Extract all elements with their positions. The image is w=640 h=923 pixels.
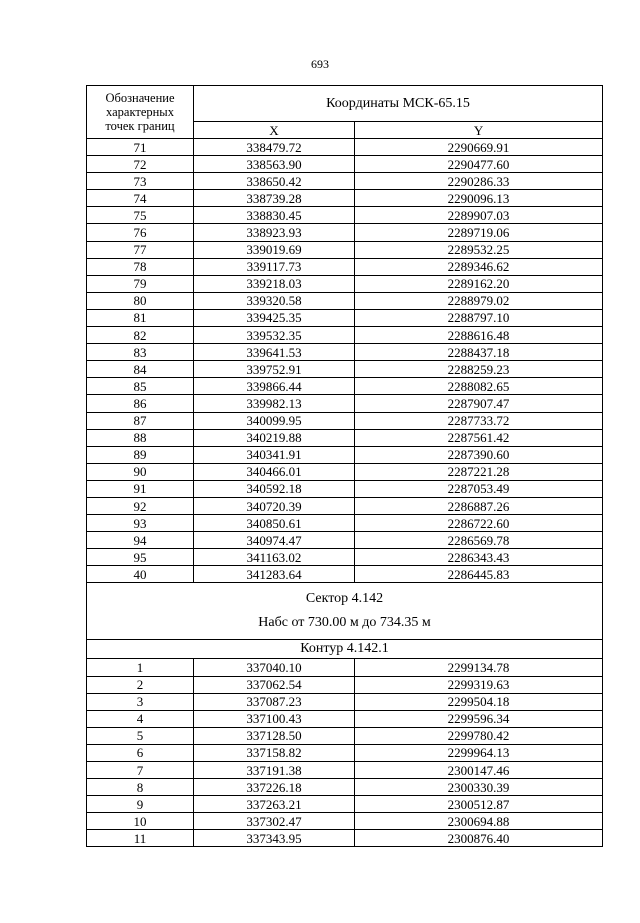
point-number-cell: 95 [87,549,194,566]
x-coordinate-cell: 337128.50 [194,727,355,744]
table-row [87,327,603,344]
y-coordinate-cell: 2288979.02 [355,292,603,309]
y-coordinate-cell: 2290286.33 [355,173,603,190]
point-number-cell: 40 [87,566,194,583]
header-line-2: характерных [106,105,174,119]
y-coordinate-cell: 2299134.78 [355,659,603,676]
y-coordinate-cell: 2299504.18 [355,693,603,710]
contour-title: Контур 4.142.1 [87,640,603,659]
table-row [87,813,603,830]
point-number-cell: 84 [87,361,194,378]
table-row [87,480,603,497]
point-number-cell: 5 [87,727,194,744]
x-coordinate-cell: 339218.03 [194,275,355,292]
point-number-cell: 86 [87,395,194,412]
point-number-cell: 88 [87,429,194,446]
table-row [87,744,603,761]
x-coordinate-cell: 339982.13 [194,395,355,412]
table-row [87,659,603,676]
y-coordinate-cell: 2288616.48 [355,327,603,344]
table-row [87,292,603,309]
x-coordinate-cell: 340219.88 [194,429,355,446]
table-row [87,710,603,727]
point-number-cell: 85 [87,378,194,395]
table-row [87,446,603,463]
header-line-1: Обозначение [105,91,175,105]
y-coordinate-cell: 2300512.87 [355,796,603,813]
x-coordinate-cell: 340341.91 [194,446,355,463]
point-number-cell: 83 [87,344,194,361]
point-number-cell: 73 [87,173,194,190]
table-row [87,497,603,514]
table-row [87,275,603,292]
table-row [87,258,603,275]
page-number: 693 [311,57,329,71]
height-range: Набс от 730.00 м до 734.35 м [258,615,431,631]
x-coordinate-cell: 339425.35 [194,309,355,326]
table-header [87,86,603,139]
table-row [87,566,603,583]
point-number-cell: 80 [87,292,194,309]
y-coordinate-cell: 2289907.03 [355,207,603,224]
x-coordinate-cell: 338739.28 [194,190,355,207]
sector-section [87,583,603,659]
table-row [87,412,603,429]
y-coordinate-cell: 2288437.18 [355,344,603,361]
x-coordinate-cell: 337263.21 [194,796,355,813]
y-coordinate-cell: 2290477.60 [355,156,603,173]
x-coordinate-cell: 339117.73 [194,258,355,275]
x-coordinate-cell: 337040.10 [194,659,355,676]
point-number-cell: 78 [87,258,194,275]
point-number-cell: 89 [87,446,194,463]
y-coordinate-cell: 2289719.06 [355,224,603,241]
table-row [87,309,603,326]
table-row [87,532,603,549]
x-coordinate-cell: 337100.43 [194,710,355,727]
table-row [87,830,603,847]
table-row [87,395,603,412]
table-row [87,796,603,813]
x-coordinate-cell: 340720.39 [194,497,355,514]
table-row [87,463,603,480]
table-row [87,190,603,207]
y-coordinate-cell: 2290096.13 [355,190,603,207]
rows-group-a [87,139,603,583]
point-number-cell: 92 [87,497,194,514]
y-coordinate-cell: 2288259.23 [355,361,603,378]
y-coordinate-cell: 2300876.40 [355,830,603,847]
x-coordinate-cell: 340099.95 [194,412,355,429]
x-coordinate-cell: 338479.72 [194,139,355,156]
x-coordinate-cell: 339320.58 [194,292,355,309]
point-designation-header [87,86,194,139]
table-row [87,156,603,173]
y-coordinate-cell: 2289162.20 [355,275,603,292]
y-coordinate-cell: 2289346.62 [355,258,603,275]
x-coordinate-cell: 340974.47 [194,532,355,549]
table-row [87,779,603,796]
y-coordinate-cell: 2290669.91 [355,139,603,156]
point-number-cell: 87 [87,412,194,429]
y-coordinate-cell: 2300147.46 [355,762,603,779]
y-coordinate-cell: 2287733.72 [355,412,603,429]
x-coordinate-cell: 338650.42 [194,173,355,190]
x-coordinate-cell: 341163.02 [194,549,355,566]
y-coordinate-cell: 2286343.43 [355,549,603,566]
sector-title: Сектор 4.142 [305,591,384,607]
x-coordinate-cell: 337087.23 [194,693,355,710]
y-coordinate-cell: 2287561.42 [355,429,603,446]
coordinates-system-header: Координаты МСК-65.15 [194,86,603,122]
y-coordinate-cell: 2286722.60 [355,515,603,532]
point-number-cell: 75 [87,207,194,224]
table-row [87,241,603,258]
header-line-3: точек границ [105,119,175,133]
x-coordinate-cell: 338563.90 [194,156,355,173]
y-coordinate-cell: 2286445.83 [355,566,603,583]
y-coordinate-cell: 2286887.26 [355,497,603,514]
table-row [87,676,603,693]
y-coordinate-cell: 2286569.78 [355,532,603,549]
x-coordinate-cell: 337191.38 [194,762,355,779]
point-number-cell: 82 [87,327,194,344]
x-coordinate-cell: 340466.01 [194,463,355,480]
table-row [87,173,603,190]
y-coordinate-cell: 2287221.28 [355,463,603,480]
x-coordinate-cell: 338830.45 [194,207,355,224]
x-coordinate-cell: 339019.69 [194,241,355,258]
table-row [87,429,603,446]
rows-group-b [87,659,603,847]
x-coordinate-cell: 337302.47 [194,813,355,830]
table-row [87,378,603,395]
point-number-cell: 90 [87,463,194,480]
point-number-cell: 3 [87,693,194,710]
point-number-cell: 77 [87,241,194,258]
x-coordinate-cell: 339866.44 [194,378,355,395]
x-coordinate-cell: 337158.82 [194,744,355,761]
point-number-cell: 79 [87,275,194,292]
point-number-cell: 9 [87,796,194,813]
table-row [87,224,603,241]
table-row [87,344,603,361]
table-row [87,207,603,224]
point-number-cell: 94 [87,532,194,549]
y-coordinate-cell: 2288797.10 [355,309,603,326]
point-number-cell: 7 [87,762,194,779]
y-coordinate-cell: 2299780.42 [355,727,603,744]
table-row [87,693,603,710]
y-coordinate-cell: 2299319.63 [355,676,603,693]
table-row [87,727,603,744]
x-coordinate-cell: 339752.91 [194,361,355,378]
y-coordinate-cell: 2299596.34 [355,710,603,727]
table-row [87,762,603,779]
point-number-cell: 8 [87,779,194,796]
x-coordinate-cell: 341283.64 [194,566,355,583]
point-number-cell: 71 [87,139,194,156]
y-coordinate-cell: 2287907.47 [355,395,603,412]
table-row [87,139,603,156]
table-row [87,515,603,532]
point-number-cell: 1 [87,659,194,676]
point-number-cell: 4 [87,710,194,727]
table-row [87,549,603,566]
x-coordinate-cell: 337226.18 [194,779,355,796]
x-coordinate-cell: 340592.18 [194,480,355,497]
x-coordinate-cell: 339641.53 [194,344,355,361]
point-number-cell: 72 [87,156,194,173]
x-coordinate-cell: 337062.54 [194,676,355,693]
point-number-cell: 74 [87,190,194,207]
x-column-header: X [194,122,355,139]
point-number-cell: 91 [87,480,194,497]
point-number-cell: 10 [87,813,194,830]
sector-cell [87,583,603,640]
y-coordinate-cell: 2287390.60 [355,446,603,463]
point-number-cell: 2 [87,676,194,693]
y-coordinate-cell: 2300330.39 [355,779,603,796]
y-coordinate-cell: 2289532.25 [355,241,603,258]
y-column-header: Y [355,122,603,139]
x-coordinate-cell: 340850.61 [194,515,355,532]
table-row [87,361,603,378]
point-number-cell: 6 [87,744,194,761]
point-number-cell: 93 [87,515,194,532]
y-coordinate-cell: 2299964.13 [355,744,603,761]
x-coordinate-cell: 338923.93 [194,224,355,241]
point-number-cell: 11 [87,830,194,847]
x-coordinate-cell: 339532.35 [194,327,355,344]
y-coordinate-cell: 2287053.49 [355,480,603,497]
point-number-cell: 76 [87,224,194,241]
x-coordinate-cell: 337343.95 [194,830,355,847]
point-number-cell: 81 [87,309,194,326]
y-coordinate-cell: 2300694.88 [355,813,603,830]
coordinates-table [86,85,603,847]
y-coordinate-cell: 2288082.65 [355,378,603,395]
